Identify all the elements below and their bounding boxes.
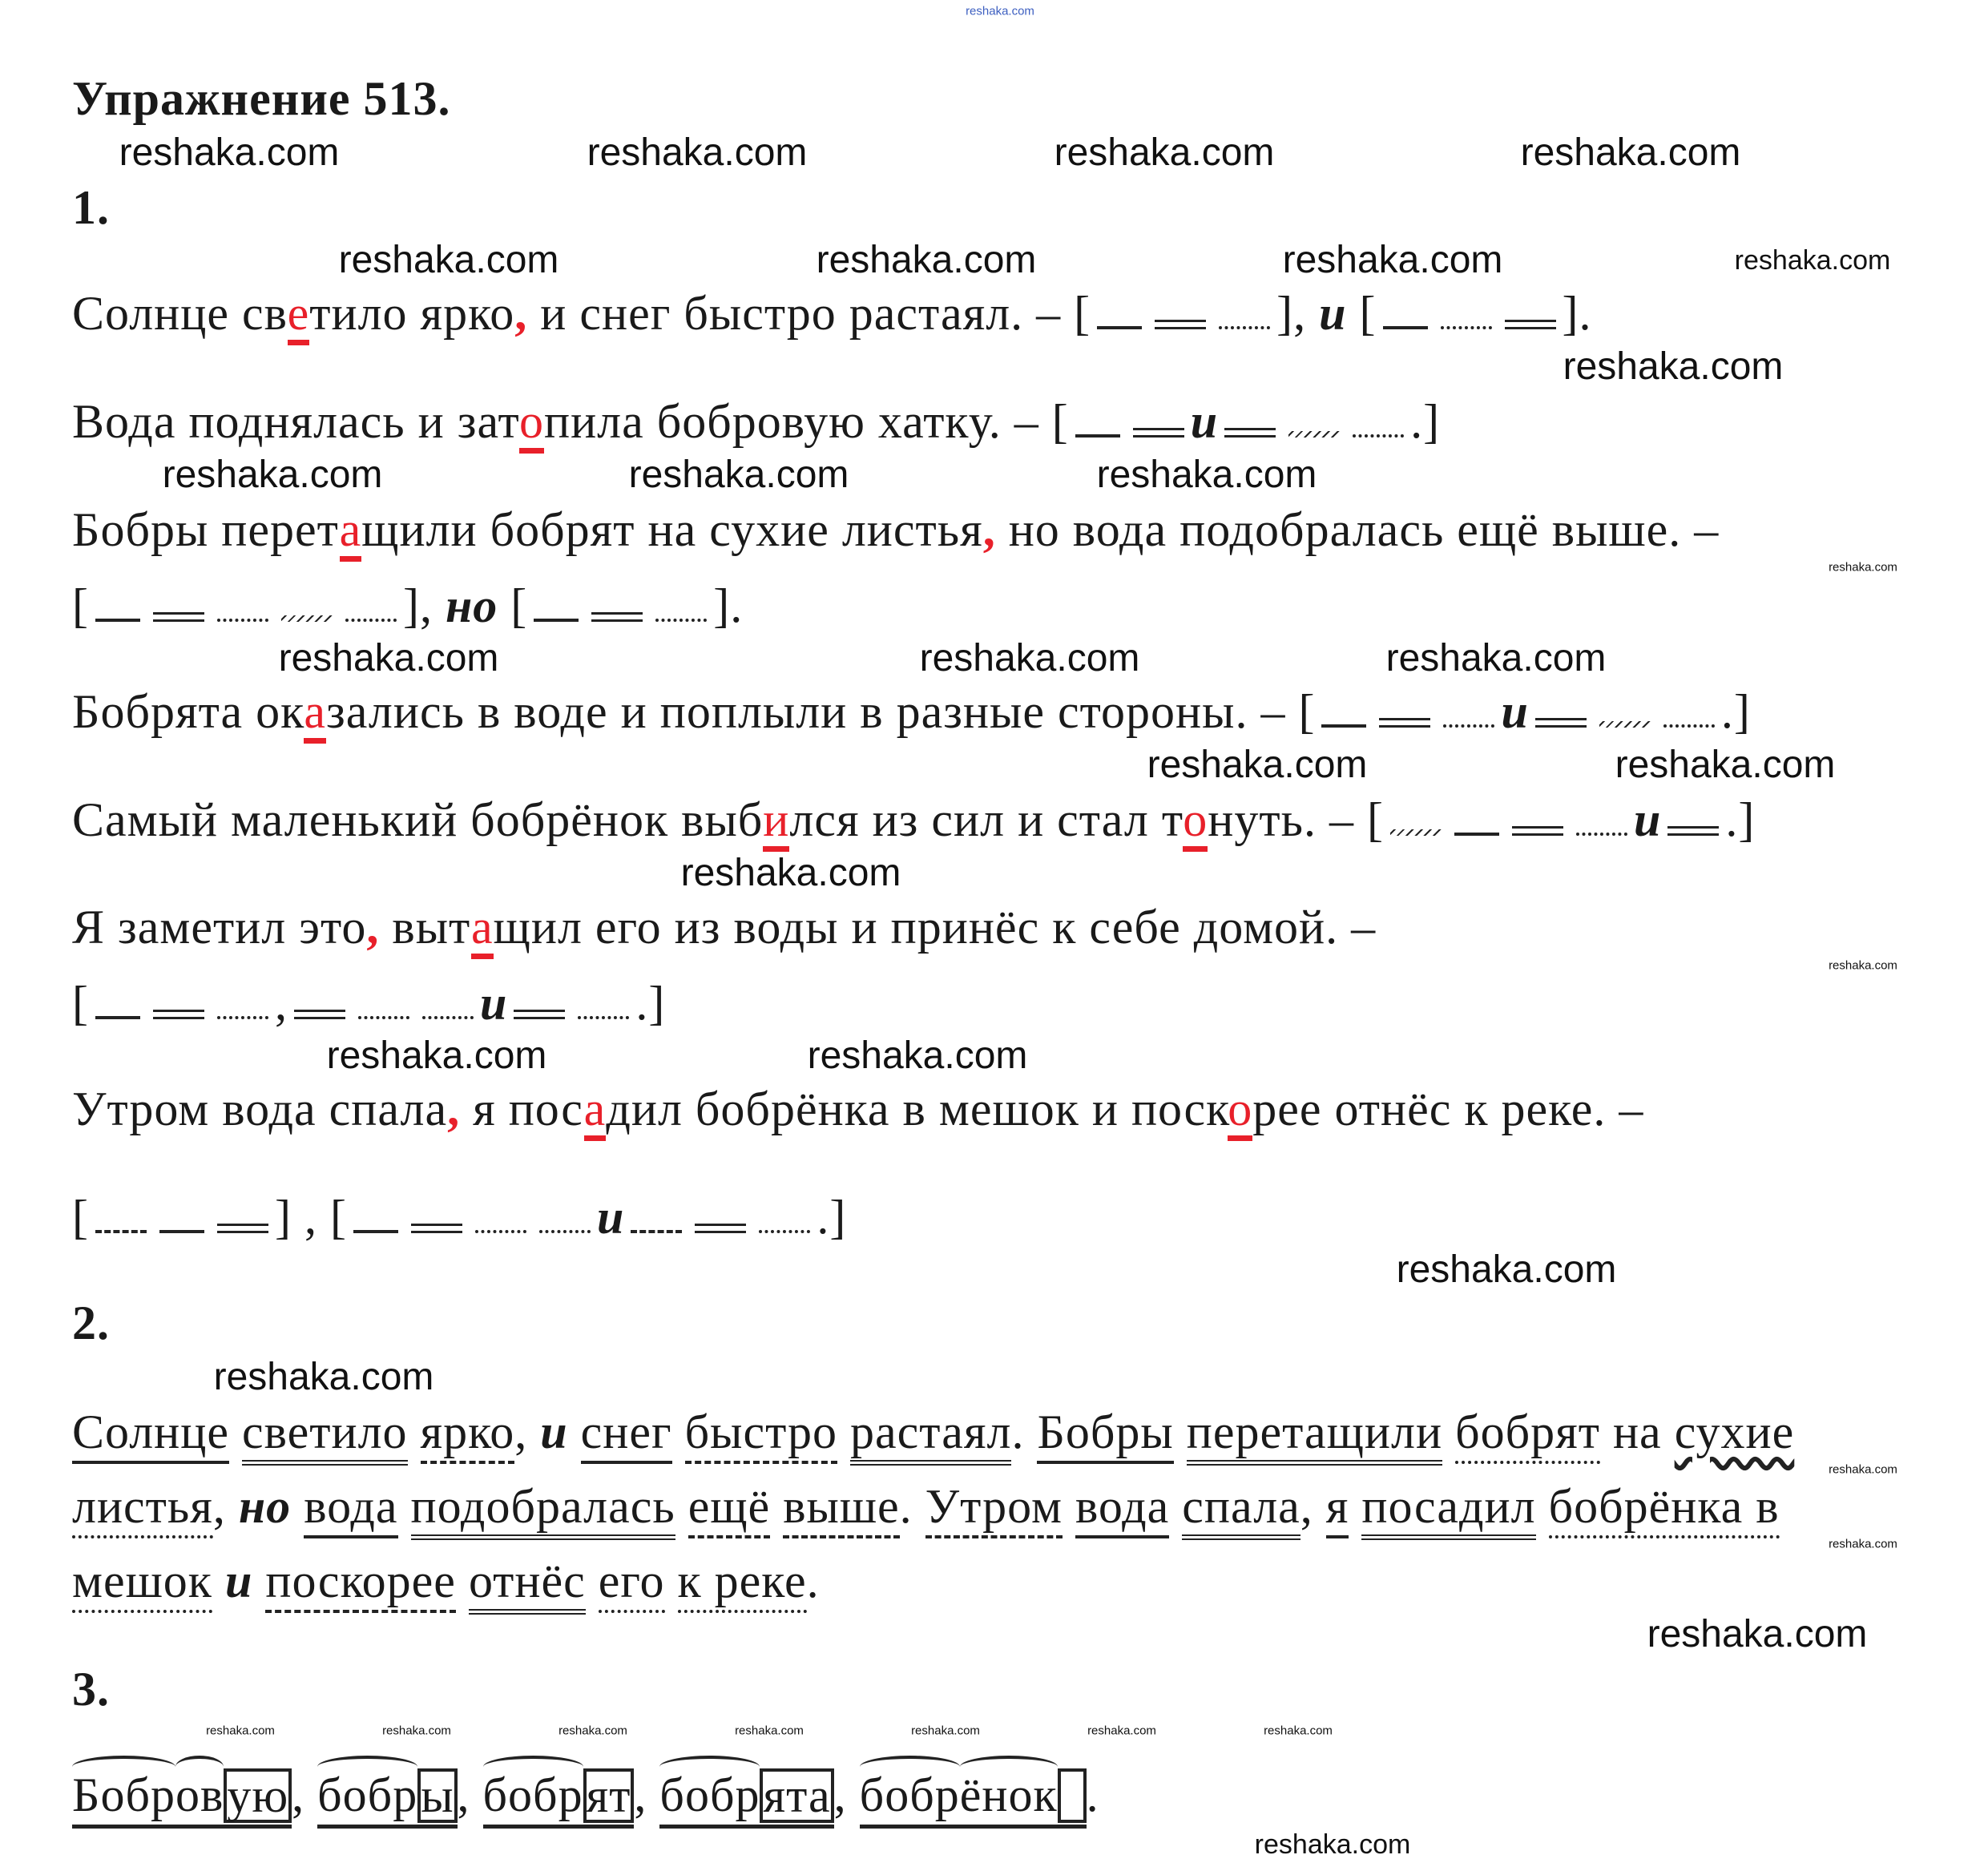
- scheme-mark-d: [578, 1013, 629, 1019]
- scheme-mark-s: [534, 615, 579, 622]
- bracket-open: [: [1367, 793, 1384, 846]
- parsed-word: Солнце: [72, 1405, 229, 1464]
- scheme-mark-d: [358, 1013, 409, 1019]
- highlighted-letter: о: [519, 395, 544, 454]
- conjunction: но: [445, 579, 498, 632]
- watermark: reshaka.com: [1563, 345, 1784, 388]
- bracket-open: [: [72, 1191, 89, 1244]
- watermark: reshaka.com: [278, 637, 499, 679]
- section-3-label: 3.: [72, 1663, 110, 1716]
- watermark: reshaka.com: [1734, 245, 1891, 276]
- separator: на: [1599, 1405, 1675, 1458]
- parsed-word: вода: [1075, 1480, 1169, 1538]
- separator: [398, 1480, 411, 1533]
- scheme-mark-p: [294, 1010, 345, 1019]
- watermark: reshaka.com: [338, 239, 559, 281]
- watermark: reshaka.com: [1096, 454, 1317, 496]
- sentence-scheme: [72, 578, 743, 634]
- highlighted-letter: ,: [366, 901, 380, 954]
- separator: [586, 1554, 599, 1607]
- sentence-line: [72, 502, 1719, 558]
- root-arc: бобр: [659, 1768, 760, 1821]
- scheme-punct: ,: [419, 579, 446, 632]
- bracket-close: ]: [274, 1191, 292, 1244]
- suffix-mark: ёнок: [959, 1768, 1058, 1821]
- parsed-word: светило: [242, 1405, 408, 1466]
- scheme-mark-s: [1075, 431, 1120, 438]
- scheme-mark-p: [1505, 320, 1556, 329]
- root-arc: Бобр: [72, 1768, 175, 1821]
- separator: [1174, 1405, 1187, 1458]
- watermark: reshaka.com: [1147, 744, 1368, 786]
- conjunction: и: [479, 977, 508, 1030]
- parsed-word: вода: [304, 1480, 397, 1538]
- parsed-word: его: [599, 1554, 665, 1613]
- scheme-mark-p: [217, 1224, 268, 1233]
- bracket-close: .]: [817, 1191, 847, 1244]
- separator: [408, 1405, 421, 1458]
- watermark: reshaka.com: [1829, 1462, 1897, 1477]
- sentence-text: дил бобрёнка в мешок и поск: [606, 1083, 1228, 1135]
- morpheme-words: [72, 1767, 1099, 1829]
- separator: [252, 1554, 265, 1607]
- scheme-mark-p: [695, 1224, 746, 1233]
- separator: [837, 1405, 850, 1458]
- morpheme-word: [860, 1767, 1087, 1829]
- sentence-text: я пос: [460, 1083, 584, 1135]
- separator: [456, 1554, 469, 1607]
- section-1-label: 1.: [72, 181, 110, 234]
- watermark: reshaka.com: [213, 1356, 434, 1398]
- separator: [1063, 1480, 1075, 1533]
- watermark: reshaka.com: [1385, 637, 1607, 679]
- watermark: reshaka.com: [911, 1724, 980, 1738]
- watermark: reshaka.com: [1087, 1724, 1156, 1738]
- sentence-line: [72, 1081, 1643, 1137]
- bracket-close: ]: [1562, 287, 1579, 340]
- parsed-word: листья: [72, 1480, 213, 1538]
- scheme-punct: ,: [1293, 287, 1320, 340]
- separator: [1169, 1480, 1182, 1533]
- scheme-mark-w: [1599, 721, 1651, 728]
- separator: [672, 1405, 685, 1458]
- watermark: reshaka.com: [1615, 744, 1836, 786]
- conjunction: и: [1501, 685, 1529, 738]
- highlighted-letter: о: [1228, 1083, 1252, 1141]
- suffix-mark: ов: [175, 1768, 224, 1821]
- scheme-mark-w: [1390, 829, 1442, 836]
- bracket-open: [: [1074, 287, 1091, 340]
- watermark: reshaka.com: [587, 131, 808, 174]
- morpheme-word: [483, 1767, 635, 1829]
- highlighted-letter: е: [288, 287, 310, 345]
- bracket-close: ]: [713, 579, 731, 632]
- bracket-close: .]: [1720, 685, 1751, 738]
- watermark: reshaka.com: [326, 1034, 547, 1077]
- scheme-mark-s: [353, 1227, 398, 1233]
- separator: ,: [514, 1405, 541, 1458]
- sentence-text: щил его из воды и принёс к себе домой. –: [493, 901, 1377, 954]
- scheme-mark-d: [539, 1227, 591, 1233]
- watermark: reshaka.com: [807, 1034, 1028, 1077]
- conjunction: и: [596, 1191, 625, 1244]
- bracket-open: [: [1051, 395, 1069, 448]
- scheme-mark-s: [1383, 323, 1428, 329]
- parsed-word: и: [224, 1554, 253, 1607]
- parsed-word: снег: [581, 1405, 672, 1464]
- sentence-text: Самый маленький бобрёнок выб: [72, 793, 764, 846]
- highlighted-letter: ,: [447, 1083, 461, 1135]
- separator: [665, 1554, 678, 1607]
- conjunction: и: [1190, 395, 1219, 448]
- watermark: reshaka.com: [1282, 239, 1503, 281]
- separator: .: [899, 1480, 925, 1533]
- sentence-line: [72, 393, 1440, 450]
- watermark: reshaka.com: [119, 131, 340, 174]
- watermark: reshaka.com: [816, 239, 1037, 281]
- scheme-punct: .: [730, 579, 744, 632]
- parsed-text-line: [72, 1553, 820, 1609]
- parsed-word: перетащили: [1187, 1405, 1442, 1466]
- sentence-text: тило ярко: [309, 287, 515, 340]
- ending-box: [1058, 1768, 1087, 1823]
- morpheme-word: [72, 1767, 292, 1829]
- highlighted-letter: ,: [982, 503, 996, 556]
- parsed-word: но: [238, 1480, 292, 1533]
- sentence-text: нуть. –: [1208, 793, 1367, 846]
- parsed-word: выше: [783, 1480, 899, 1538]
- scheme-mark-p: [1224, 428, 1276, 438]
- scheme-mark-d: [1353, 431, 1404, 438]
- scheme-mark-p: [1155, 320, 1206, 329]
- watermark: reshaka.com: [1264, 1724, 1333, 1738]
- scheme-mark-d: [217, 1013, 268, 1019]
- sentence-text: Солнце св: [72, 287, 288, 340]
- scheme-mark-p: [1512, 826, 1563, 836]
- separator: ,: [1300, 1480, 1326, 1533]
- bracket-close: .]: [1410, 395, 1441, 448]
- highlighted-letter: ,: [514, 287, 528, 340]
- sentence-text: рее отнёс к реке. –: [1252, 1083, 1644, 1135]
- ending-box: ую: [224, 1768, 292, 1823]
- scheme-mark-d: [475, 1227, 526, 1233]
- watermark: reshaka.com: [966, 4, 1034, 18]
- separator: [229, 1405, 242, 1458]
- parsed-word: я: [1326, 1480, 1349, 1538]
- parsed-word: спала: [1182, 1480, 1300, 1540]
- scheme-mark-w: [281, 615, 333, 622]
- parsed-word: Утром: [925, 1480, 1063, 1538]
- scheme-mark-p: [1535, 718, 1587, 728]
- scheme-mark-d: [1576, 829, 1627, 836]
- conjunction: и: [1633, 793, 1662, 846]
- bracket-open: [: [1359, 287, 1377, 340]
- separator: [770, 1480, 783, 1533]
- watermark: reshaka.com: [1647, 1613, 1868, 1655]
- separator: [1536, 1480, 1549, 1533]
- watermark: reshaka.com: [680, 852, 901, 894]
- parsed-word: бобрят: [1455, 1405, 1600, 1464]
- parsed-word: мешок: [72, 1554, 212, 1613]
- highlighted-letter: а: [584, 1083, 607, 1141]
- watermark: reshaka.com: [1254, 1829, 1411, 1860]
- scheme-mark-s: [1097, 323, 1142, 329]
- scheme-mark-s: [159, 1227, 204, 1233]
- morpheme-word: [317, 1767, 457, 1829]
- scheme-mark-s: [1454, 829, 1499, 836]
- separator: [1442, 1405, 1455, 1458]
- scheme-mark-p: [153, 612, 204, 622]
- highlighted-letter: о: [1183, 793, 1208, 852]
- parsed-word: ярко: [421, 1405, 515, 1464]
- parsed-word: Бобры: [1037, 1405, 1173, 1464]
- parsed-word: бобрёнка в: [1549, 1480, 1780, 1538]
- bracket-close: ]: [1276, 287, 1294, 340]
- separator: ,: [457, 1768, 483, 1821]
- sentence-text: Вода поднялась и зат: [72, 395, 519, 448]
- parsed-word: подобралась: [411, 1480, 675, 1540]
- highlighted-letter: и: [763, 793, 789, 852]
- highlighted-letter: а: [304, 685, 326, 744]
- parsed-word: ещё: [688, 1480, 770, 1538]
- parsed-word: сухие: [1674, 1405, 1795, 1458]
- bracket-open: [: [72, 579, 89, 632]
- sentence-text: Бобрята ок: [72, 685, 304, 738]
- scheme-mark-w: [1288, 431, 1340, 438]
- highlighted-letter: а: [471, 901, 494, 959]
- sentence-text: Я заметил это: [72, 901, 367, 954]
- scheme-mark-d: [759, 1227, 810, 1233]
- sentence-text: лся из сил и стал т: [789, 793, 1184, 846]
- scheme-mark-d: [655, 615, 707, 622]
- bracket-open: [: [72, 977, 89, 1030]
- watermark: reshaka.com: [1396, 1248, 1617, 1291]
- scheme-punct: [498, 579, 510, 632]
- ending-box: ы: [417, 1768, 457, 1823]
- sentence-text: выт: [379, 901, 472, 954]
- ending-box: ят: [583, 1768, 635, 1823]
- watermark: reshaka.com: [1054, 131, 1275, 174]
- watermark: reshaka.com: [162, 454, 383, 496]
- separator: ,: [833, 1768, 860, 1821]
- separator: ,: [212, 1480, 239, 1533]
- watermark: reshaka.com: [558, 1724, 627, 1738]
- scheme-punct: ,: [291, 1191, 330, 1244]
- scheme-mark-p: [1667, 826, 1719, 836]
- separator: .: [806, 1554, 820, 1607]
- scheme-punct: .: [1579, 287, 1592, 340]
- separator: .: [1011, 1405, 1038, 1458]
- separator: [212, 1554, 225, 1607]
- morpheme-word: [659, 1767, 833, 1829]
- sentence-text: щили бобрят на сухие листья: [361, 503, 983, 556]
- parsed-word: растаял: [850, 1405, 1011, 1466]
- sentence-text: пила бобровую хатку. –: [543, 395, 1052, 448]
- sentence-line: [72, 285, 1591, 341]
- watermark: reshaka.com: [919, 637, 1140, 679]
- bracket-close: ,: [274, 977, 288, 1030]
- exercise-title: Упражнение 513.: [72, 72, 451, 125]
- watermark: reshaka.com: [1829, 958, 1897, 973]
- watermark: reshaka.com: [1520, 131, 1741, 174]
- scheme-mark-p: [514, 1010, 565, 1019]
- parsed-word: быстро: [685, 1405, 837, 1464]
- parsed-word: посадил: [1361, 1480, 1535, 1540]
- sentence-scheme: [72, 1189, 846, 1245]
- sentence-line: [72, 899, 1376, 955]
- sentence-text: и снег быстро растаял. –: [527, 287, 1075, 340]
- watermark: reshaka.com: [735, 1724, 804, 1738]
- sentence-text: Бобры перет: [72, 503, 340, 556]
- parsed-word: отнёс: [469, 1554, 586, 1615]
- separator: [291, 1480, 304, 1533]
- scheme-mark-s: [95, 615, 140, 622]
- scheme-mark-d: [1219, 323, 1270, 329]
- scheme-mark-s: [95, 1013, 140, 1019]
- watermark: reshaka.com: [1829, 1537, 1897, 1551]
- sentence-text: но вода подобралась ещё выше. –: [995, 503, 1720, 556]
- scheme-mark-d: [217, 615, 268, 622]
- sentence-scheme: [72, 975, 665, 1031]
- watermark: reshaka.com: [1829, 560, 1897, 575]
- ending-box: ята: [760, 1768, 833, 1823]
- bracket-open: [: [1298, 685, 1316, 738]
- watermark: reshaka.com: [628, 454, 849, 496]
- root-arc: бобр: [482, 1768, 583, 1821]
- parsed-word: и: [540, 1405, 568, 1458]
- separator: [568, 1405, 581, 1458]
- bracket-close: .]: [635, 977, 666, 1030]
- scheme-mark-dd: [631, 1227, 682, 1233]
- sentence-line: [72, 683, 1751, 740]
- parsed-word: поскорее: [265, 1554, 456, 1613]
- separator: ,: [292, 1768, 318, 1821]
- bracket-close: .]: [1725, 793, 1756, 846]
- root-arc: бобр: [859, 1768, 960, 1821]
- scheme-mark-d: [422, 1013, 474, 1019]
- highlighted-letter: а: [340, 503, 362, 562]
- root-arc: бобр: [317, 1768, 418, 1821]
- scheme-mark-d: [1663, 721, 1715, 728]
- scheme-mark-dd: [95, 1227, 147, 1233]
- separator: [675, 1480, 688, 1533]
- bracket-open: [: [510, 579, 528, 632]
- separator: .: [1086, 1768, 1099, 1821]
- parsed-word: к реке: [678, 1554, 807, 1613]
- bracket-open: [: [329, 1191, 347, 1244]
- scheme-mark-p: [1133, 428, 1184, 438]
- scheme-punct: [1347, 287, 1360, 340]
- separator: ,: [634, 1768, 660, 1821]
- scheme-mark-p: [1379, 718, 1430, 728]
- watermark: reshaka.com: [206, 1724, 275, 1738]
- scheme-mark-s: [1321, 721, 1366, 728]
- scheme-mark-p: [411, 1224, 462, 1233]
- sentence-text: Утром вода спала: [72, 1083, 448, 1135]
- sentence-text: зались в воде и поплыли в разные стороны. –: [326, 685, 1299, 738]
- scheme-mark-p: [591, 612, 643, 622]
- bracket-close: ]: [402, 579, 420, 632]
- parsed-text-line: [72, 1478, 1780, 1534]
- scheme-mark-d: [1443, 721, 1494, 728]
- watermark: reshaka.com: [382, 1724, 451, 1738]
- scheme-mark-d: [345, 615, 397, 622]
- section-2-label: 2.: [72, 1296, 110, 1349]
- separator: [1349, 1480, 1361, 1533]
- scheme-mark-d: [1441, 323, 1492, 329]
- conjunction: и: [1319, 287, 1347, 340]
- parsed-text-line: [72, 1404, 1794, 1460]
- scheme-mark-p: [153, 1010, 204, 1019]
- sentence-line: [72, 792, 1755, 848]
